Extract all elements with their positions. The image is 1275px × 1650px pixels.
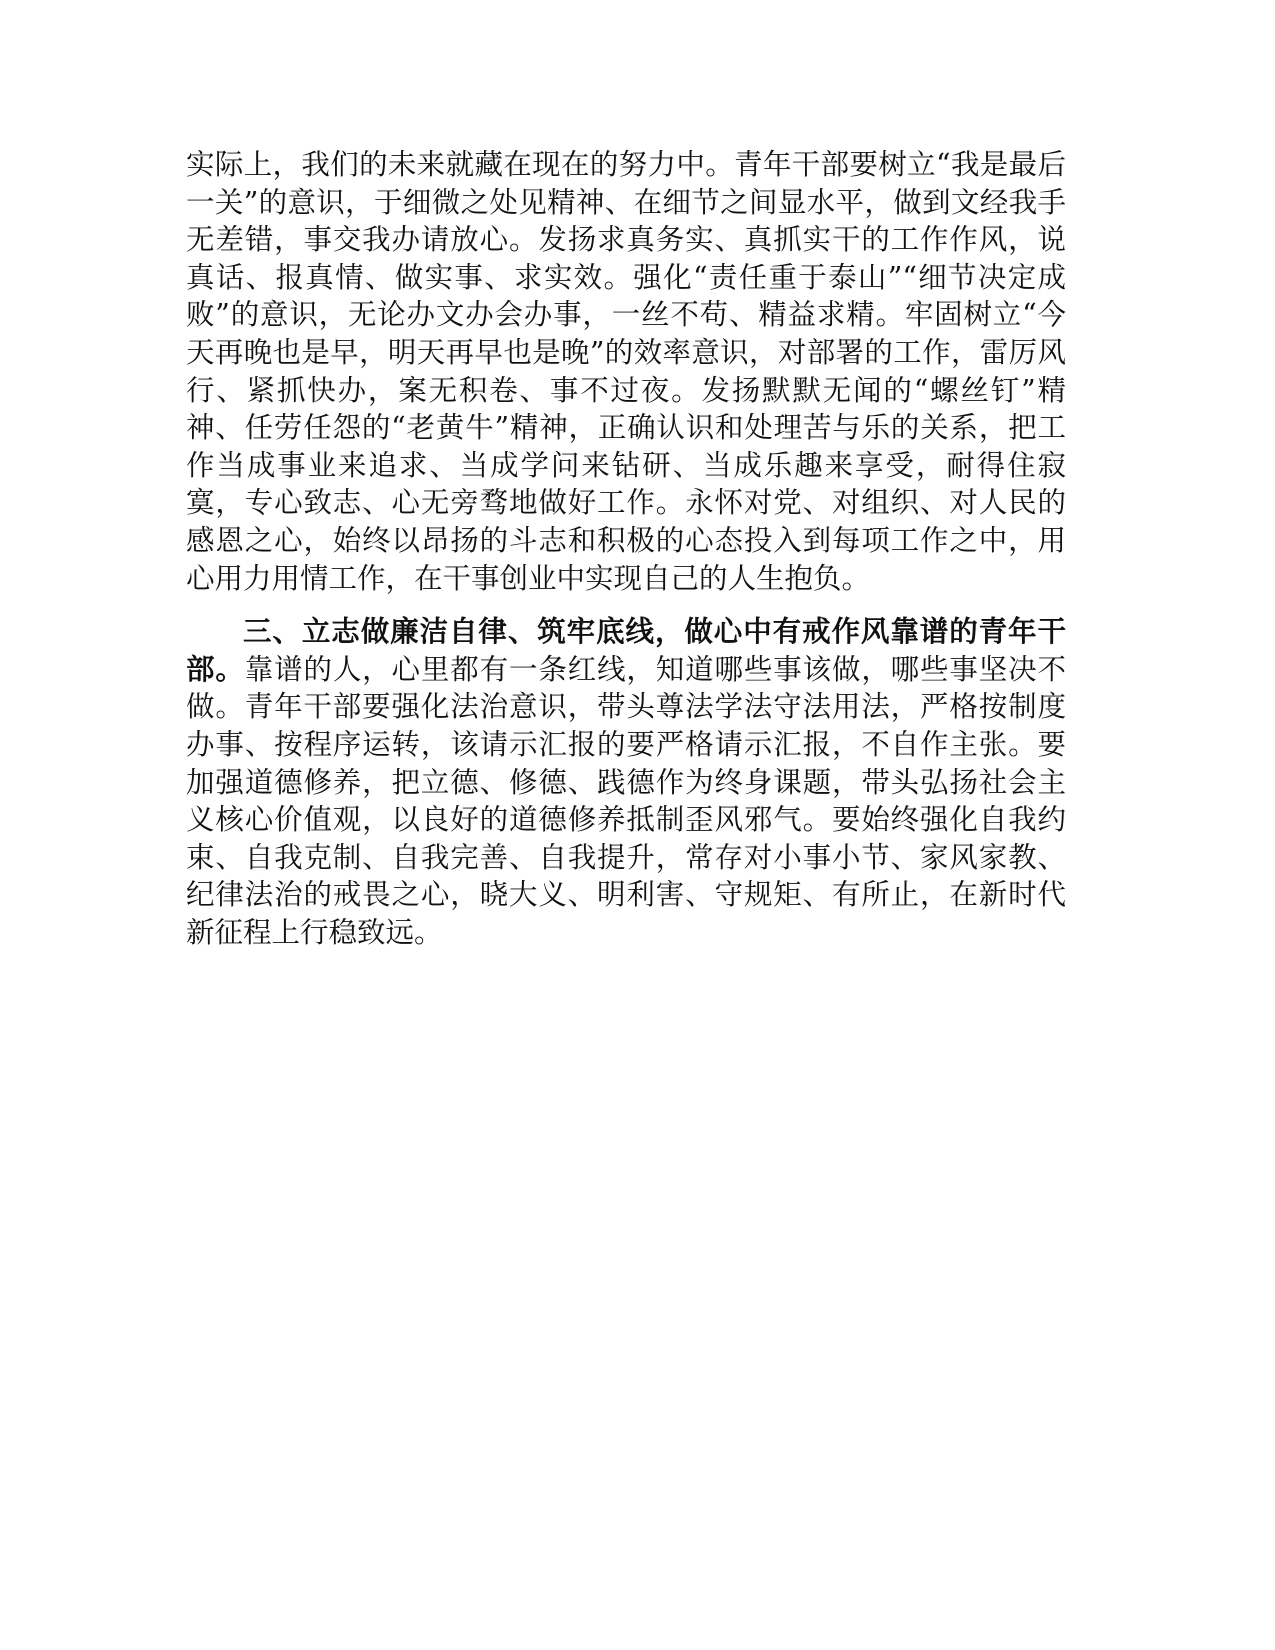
section-three-body: 靠谱的人，心里都有一条红线，知道哪些事该做，哪些事坚决不做。青年干部要强化法治意识，带头尊法学法守法用法，严格按制度办事、按程序运转，该请示汇报的要严格请示汇报，不自作主张。要加强道德修养，把立德、修德、践德作为终身课题，带头弘扬社会主义核心价值观，以良好的道德修养抵制歪风邪气。要始终强化自我约束、自我克制、自我完善、自我提升，常存对小事小节、家风家教、纪律法治的戒畏之心，晓大义、明利害、守规矩、有所止，在新时代新征程上行稳致远。 [186,652,1066,949]
paragraph-section-three [186,613,1066,951]
section-three-heading: 三、立志做廉洁自律、筑牢底线，做心中有戒作风靠谱的青年干部。 [186,614,1066,686]
paragraph-continuation: 实际上，我们的未来就藏在现在的努力中。青年干部要树立“我是最后一关”的意识，于细微之处见精神、在细节之间显水平，做到文经我手无差错，事交我办请放心。发扬求真务实、真抓实干的工作作风，说真话、报真情、做实事、求实效。强化“责任重于泰山”“细节决定成败”的意识，无论办文办会办事，一丝不苟、精益求精。牢固树立“今天再晚也是早，明天再早也是晚”的效率意识，对部署的工作，雷厉风行、紧抓快办，案无积卷、事不过夜。发扬默默无闻的“螺丝钉”精神、任劳任怨的“老黄牛”精神，正确认识和处理苦与乐的关系，把工作当成事业来追求、当成学问来钻研、当成乐趣来享受，耐得住寂寞，专心致志、心无旁骛地做好工作。永怀对党、对组织、对人民的感恩之心，始终以昂扬的斗志和积极的心态投入到每项工作之中，用心用力用情工作，在干事创业中实现自己的人生抱负。 [186,148,1066,595]
document-body [186,146,1066,951]
